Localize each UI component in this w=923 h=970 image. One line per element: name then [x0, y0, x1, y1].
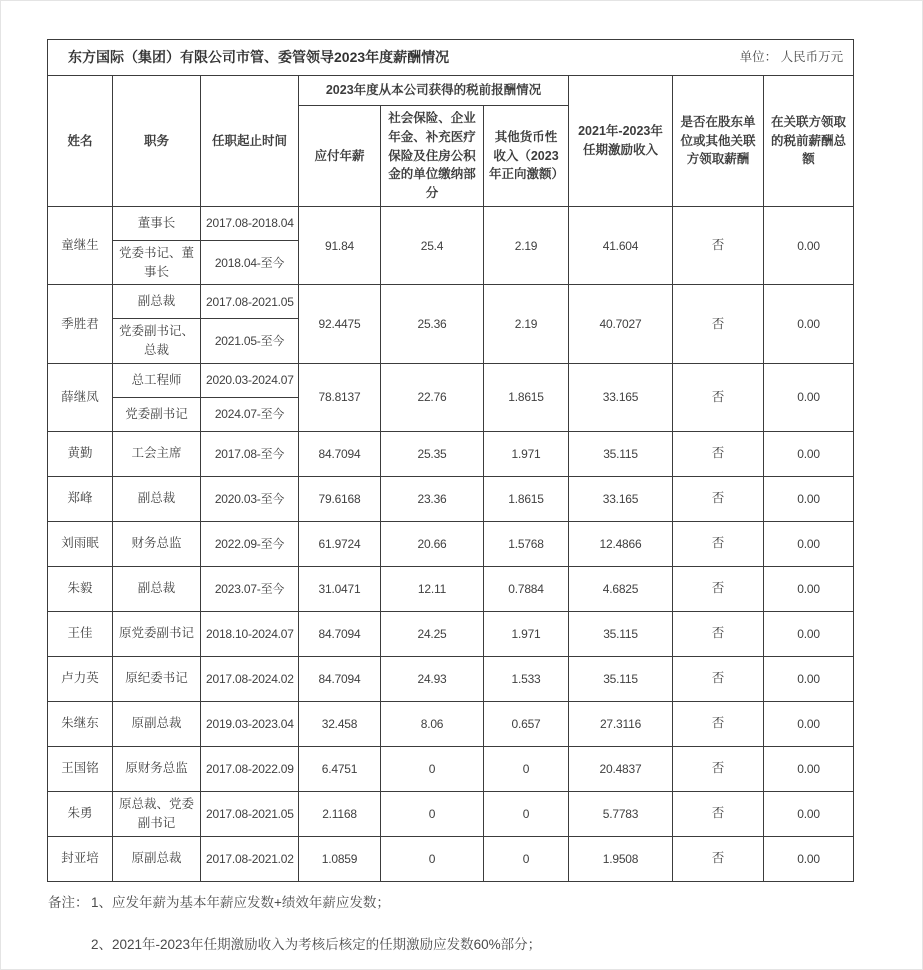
position-cell: 原党委副书记 — [113, 611, 201, 656]
salary-cell: 92.4475 — [299, 285, 381, 364]
related-amount-cell: 0.00 — [764, 656, 854, 701]
table-row — [48, 701, 854, 746]
term-cell: 2020.03-2024.07 — [201, 363, 299, 397]
incentive-cell: 35.115 — [569, 431, 673, 476]
social-cell: 12.11 — [381, 566, 484, 611]
related-amount-cell: 0.00 — [764, 285, 854, 364]
social-cell: 0 — [381, 746, 484, 791]
term-cell: 2018.04-至今 — [201, 240, 299, 285]
social-cell: 8.06 — [381, 701, 484, 746]
header-position: 职务 — [113, 76, 201, 207]
header-row-1 — [48, 76, 854, 106]
term-cell: 2024.07-至今 — [201, 397, 299, 431]
other-income-cell: 2.19 — [484, 285, 569, 364]
name-cell: 薛继凤 — [48, 363, 113, 431]
note-text-1: 1、应发年薪为基本年薪应发数+绩效年薪应发数； — [91, 895, 390, 910]
social-cell: 0 — [381, 836, 484, 881]
term-cell: 2023.07-至今 — [201, 566, 299, 611]
incentive-cell: 4.6825 — [569, 566, 673, 611]
position-cell: 党委副书记、总裁 — [113, 319, 201, 364]
name-cell: 朱毅 — [48, 566, 113, 611]
position-cell: 原纪委书记 — [113, 656, 201, 701]
table-row — [48, 611, 854, 656]
related-amount-cell: 0.00 — [764, 521, 854, 566]
table-row — [48, 206, 854, 240]
other-income-cell: 0 — [484, 791, 569, 836]
name-cell: 刘雨眠 — [48, 521, 113, 566]
social-cell: 23.36 — [381, 476, 484, 521]
term-cell: 2022.09-至今 — [201, 521, 299, 566]
related-amount-cell: 0.00 — [764, 476, 854, 521]
other-income-cell: 0.7884 — [484, 566, 569, 611]
social-cell: 24.93 — [381, 656, 484, 701]
salary-table — [47, 39, 854, 882]
position-cell: 工会主席 — [113, 431, 201, 476]
term-cell: 2017.08-2024.02 — [201, 656, 299, 701]
related-flag-cell: 否 — [673, 431, 764, 476]
term-cell: 2021.05-至今 — [201, 319, 299, 364]
term-cell: 2017.08-2018.04 — [201, 206, 299, 240]
related-flag-cell: 否 — [673, 476, 764, 521]
social-cell: 20.66 — [381, 521, 484, 566]
name-cell: 封亚培 — [48, 836, 113, 881]
other-income-cell: 0 — [484, 836, 569, 881]
position-cell: 原副总裁 — [113, 701, 201, 746]
related-amount-cell: 0.00 — [764, 746, 854, 791]
table-row — [48, 656, 854, 701]
header-group-2023: 2023年度从本公司获得的税前报酬情况 — [299, 76, 569, 106]
name-cell: 黄勤 — [48, 431, 113, 476]
other-income-cell: 1.5768 — [484, 521, 569, 566]
salary-cell: 84.7094 — [299, 656, 381, 701]
notes-prefix: 备注： — [48, 895, 89, 910]
name-cell: 朱勇 — [48, 791, 113, 836]
header-other: 其他货币性收入（2023年正向激额） — [484, 106, 569, 207]
incentive-cell: 1.9508 — [569, 836, 673, 881]
social-cell: 25.4 — [381, 206, 484, 285]
header-salary: 应付年薪 — [299, 106, 381, 207]
related-amount-cell: 0.00 — [764, 566, 854, 611]
position-cell: 副总裁 — [113, 285, 201, 319]
related-amount-cell: 0.00 — [764, 701, 854, 746]
table-row — [48, 791, 854, 836]
position-cell: 党委副书记 — [113, 397, 201, 431]
name-cell: 王佳 — [48, 611, 113, 656]
table-row — [48, 285, 854, 319]
position-cell: 财务总监 — [113, 521, 201, 566]
table-title: 东方国际（集团）有限公司市管、委管领导2023年度薪酬情况 — [68, 49, 450, 65]
header-related: 是否在股东单位或其他关联方领取薪酬 — [673, 76, 764, 207]
position-cell: 原副总裁 — [113, 836, 201, 881]
notes — [48, 894, 541, 970]
related-amount-cell: 0.00 — [764, 791, 854, 836]
salary-cell: 78.8137 — [299, 363, 381, 431]
header-name: 姓名 — [48, 76, 113, 207]
other-income-cell: 1.8615 — [484, 476, 569, 521]
name-cell: 郑峰 — [48, 476, 113, 521]
name-cell: 朱继东 — [48, 701, 113, 746]
header-term: 任职起止时间 — [201, 76, 299, 207]
salary-cell: 6.4751 — [299, 746, 381, 791]
related-flag-cell: 否 — [673, 521, 764, 566]
table-row — [48, 521, 854, 566]
incentive-cell: 33.165 — [569, 363, 673, 431]
name-cell: 王国铭 — [48, 746, 113, 791]
incentive-cell: 33.165 — [569, 476, 673, 521]
related-flag-cell: 否 — [673, 285, 764, 364]
related-flag-cell: 否 — [673, 206, 764, 285]
term-cell: 2017.08-2022.09 — [201, 746, 299, 791]
incentive-cell: 35.115 — [569, 611, 673, 656]
related-amount-cell: 0.00 — [764, 836, 854, 881]
position-cell: 副总裁 — [113, 476, 201, 521]
related-amount-cell: 0.00 — [764, 363, 854, 431]
related-flag-cell: 否 — [673, 363, 764, 431]
term-cell: 2017.08-2021.02 — [201, 836, 299, 881]
related-flag-cell: 否 — [673, 791, 764, 836]
related-amount-cell: 0.00 — [764, 431, 854, 476]
term-cell: 2017.08-2021.05 — [201, 285, 299, 319]
other-income-cell: 0 — [484, 746, 569, 791]
related-amount-cell: 0.00 — [764, 206, 854, 285]
incentive-cell: 20.4837 — [569, 746, 673, 791]
social-cell: 22.76 — [381, 363, 484, 431]
table-row — [48, 836, 854, 881]
term-cell: 2017.08-2021.05 — [201, 791, 299, 836]
position-cell: 原总裁、党委副书记 — [113, 791, 201, 836]
salary-cell: 32.458 — [299, 701, 381, 746]
salary-cell: 61.9724 — [299, 521, 381, 566]
name-cell: 童继生 — [48, 206, 113, 285]
other-income-cell: 1.971 — [484, 611, 569, 656]
term-cell: 2019.03-2023.04 — [201, 701, 299, 746]
other-income-cell: 2.19 — [484, 206, 569, 285]
position-cell: 董事长 — [113, 206, 201, 240]
salary-cell: 84.7094 — [299, 611, 381, 656]
note-line-1 — [48, 894, 541, 913]
related-flag-cell: 否 — [673, 701, 764, 746]
term-cell: 2020.03-至今 — [201, 476, 299, 521]
related-flag-cell: 否 — [673, 611, 764, 656]
salary-cell: 91.84 — [299, 206, 381, 285]
incentive-cell: 41.604 — [569, 206, 673, 285]
other-income-cell: 0.657 — [484, 701, 569, 746]
table-row — [48, 431, 854, 476]
incentive-cell: 40.7027 — [569, 285, 673, 364]
social-cell: 25.36 — [381, 285, 484, 364]
position-cell: 总工程师 — [113, 363, 201, 397]
name-cell: 卢力英 — [48, 656, 113, 701]
other-income-cell: 1.533 — [484, 656, 569, 701]
social-cell: 25.35 — [381, 431, 484, 476]
other-income-cell: 1.8615 — [484, 363, 569, 431]
salary-cell: 79.6168 — [299, 476, 381, 521]
table-title-row — [48, 40, 854, 76]
other-income-cell: 1.971 — [484, 431, 569, 476]
name-cell: 季胜君 — [48, 285, 113, 364]
related-amount-cell: 0.00 — [764, 611, 854, 656]
salary-cell: 84.7094 — [299, 431, 381, 476]
social-cell: 0 — [381, 791, 484, 836]
related-flag-cell: 否 — [673, 746, 764, 791]
salary-table-wrap — [47, 39, 854, 882]
table-body — [48, 206, 854, 881]
header-incentive: 2021年-2023年任期激励收入 — [569, 76, 673, 207]
term-cell: 2018.10-2024.07 — [201, 611, 299, 656]
incentive-cell: 5.7783 — [569, 791, 673, 836]
position-cell: 原财务总监 — [113, 746, 201, 791]
table-row — [48, 566, 854, 611]
salary-cell: 2.1168 — [299, 791, 381, 836]
table-row — [48, 363, 854, 397]
note-line-2 — [48, 936, 541, 955]
social-cell: 24.25 — [381, 611, 484, 656]
unit-label: 单位： 人民币万元 — [739, 50, 844, 65]
note-text-2: 2、2021年-2023年任期激励收入为考核后核定的任期激励应发数60%部分； — [91, 936, 542, 952]
salary-cell: 31.0471 — [299, 566, 381, 611]
related-flag-cell: 否 — [673, 836, 764, 881]
incentive-cell: 12.4866 — [569, 521, 673, 566]
table-row — [48, 476, 854, 521]
incentive-cell: 35.115 — [569, 656, 673, 701]
term-cell: 2017.08-至今 — [201, 431, 299, 476]
incentive-cell: 27.3116 — [569, 701, 673, 746]
header-related-amount: 在关联方领取的税前薪酬总额 — [764, 76, 854, 207]
position-cell: 党委书记、董事长 — [113, 240, 201, 285]
salary-cell: 1.0859 — [299, 836, 381, 881]
header-social: 社会保险、企业年金、补充医疗保险及住房公积金的单位缴纳部分 — [381, 106, 484, 207]
position-cell: 副总裁 — [113, 566, 201, 611]
related-flag-cell: 否 — [673, 566, 764, 611]
table-row — [48, 746, 854, 791]
related-flag-cell: 否 — [673, 656, 764, 701]
